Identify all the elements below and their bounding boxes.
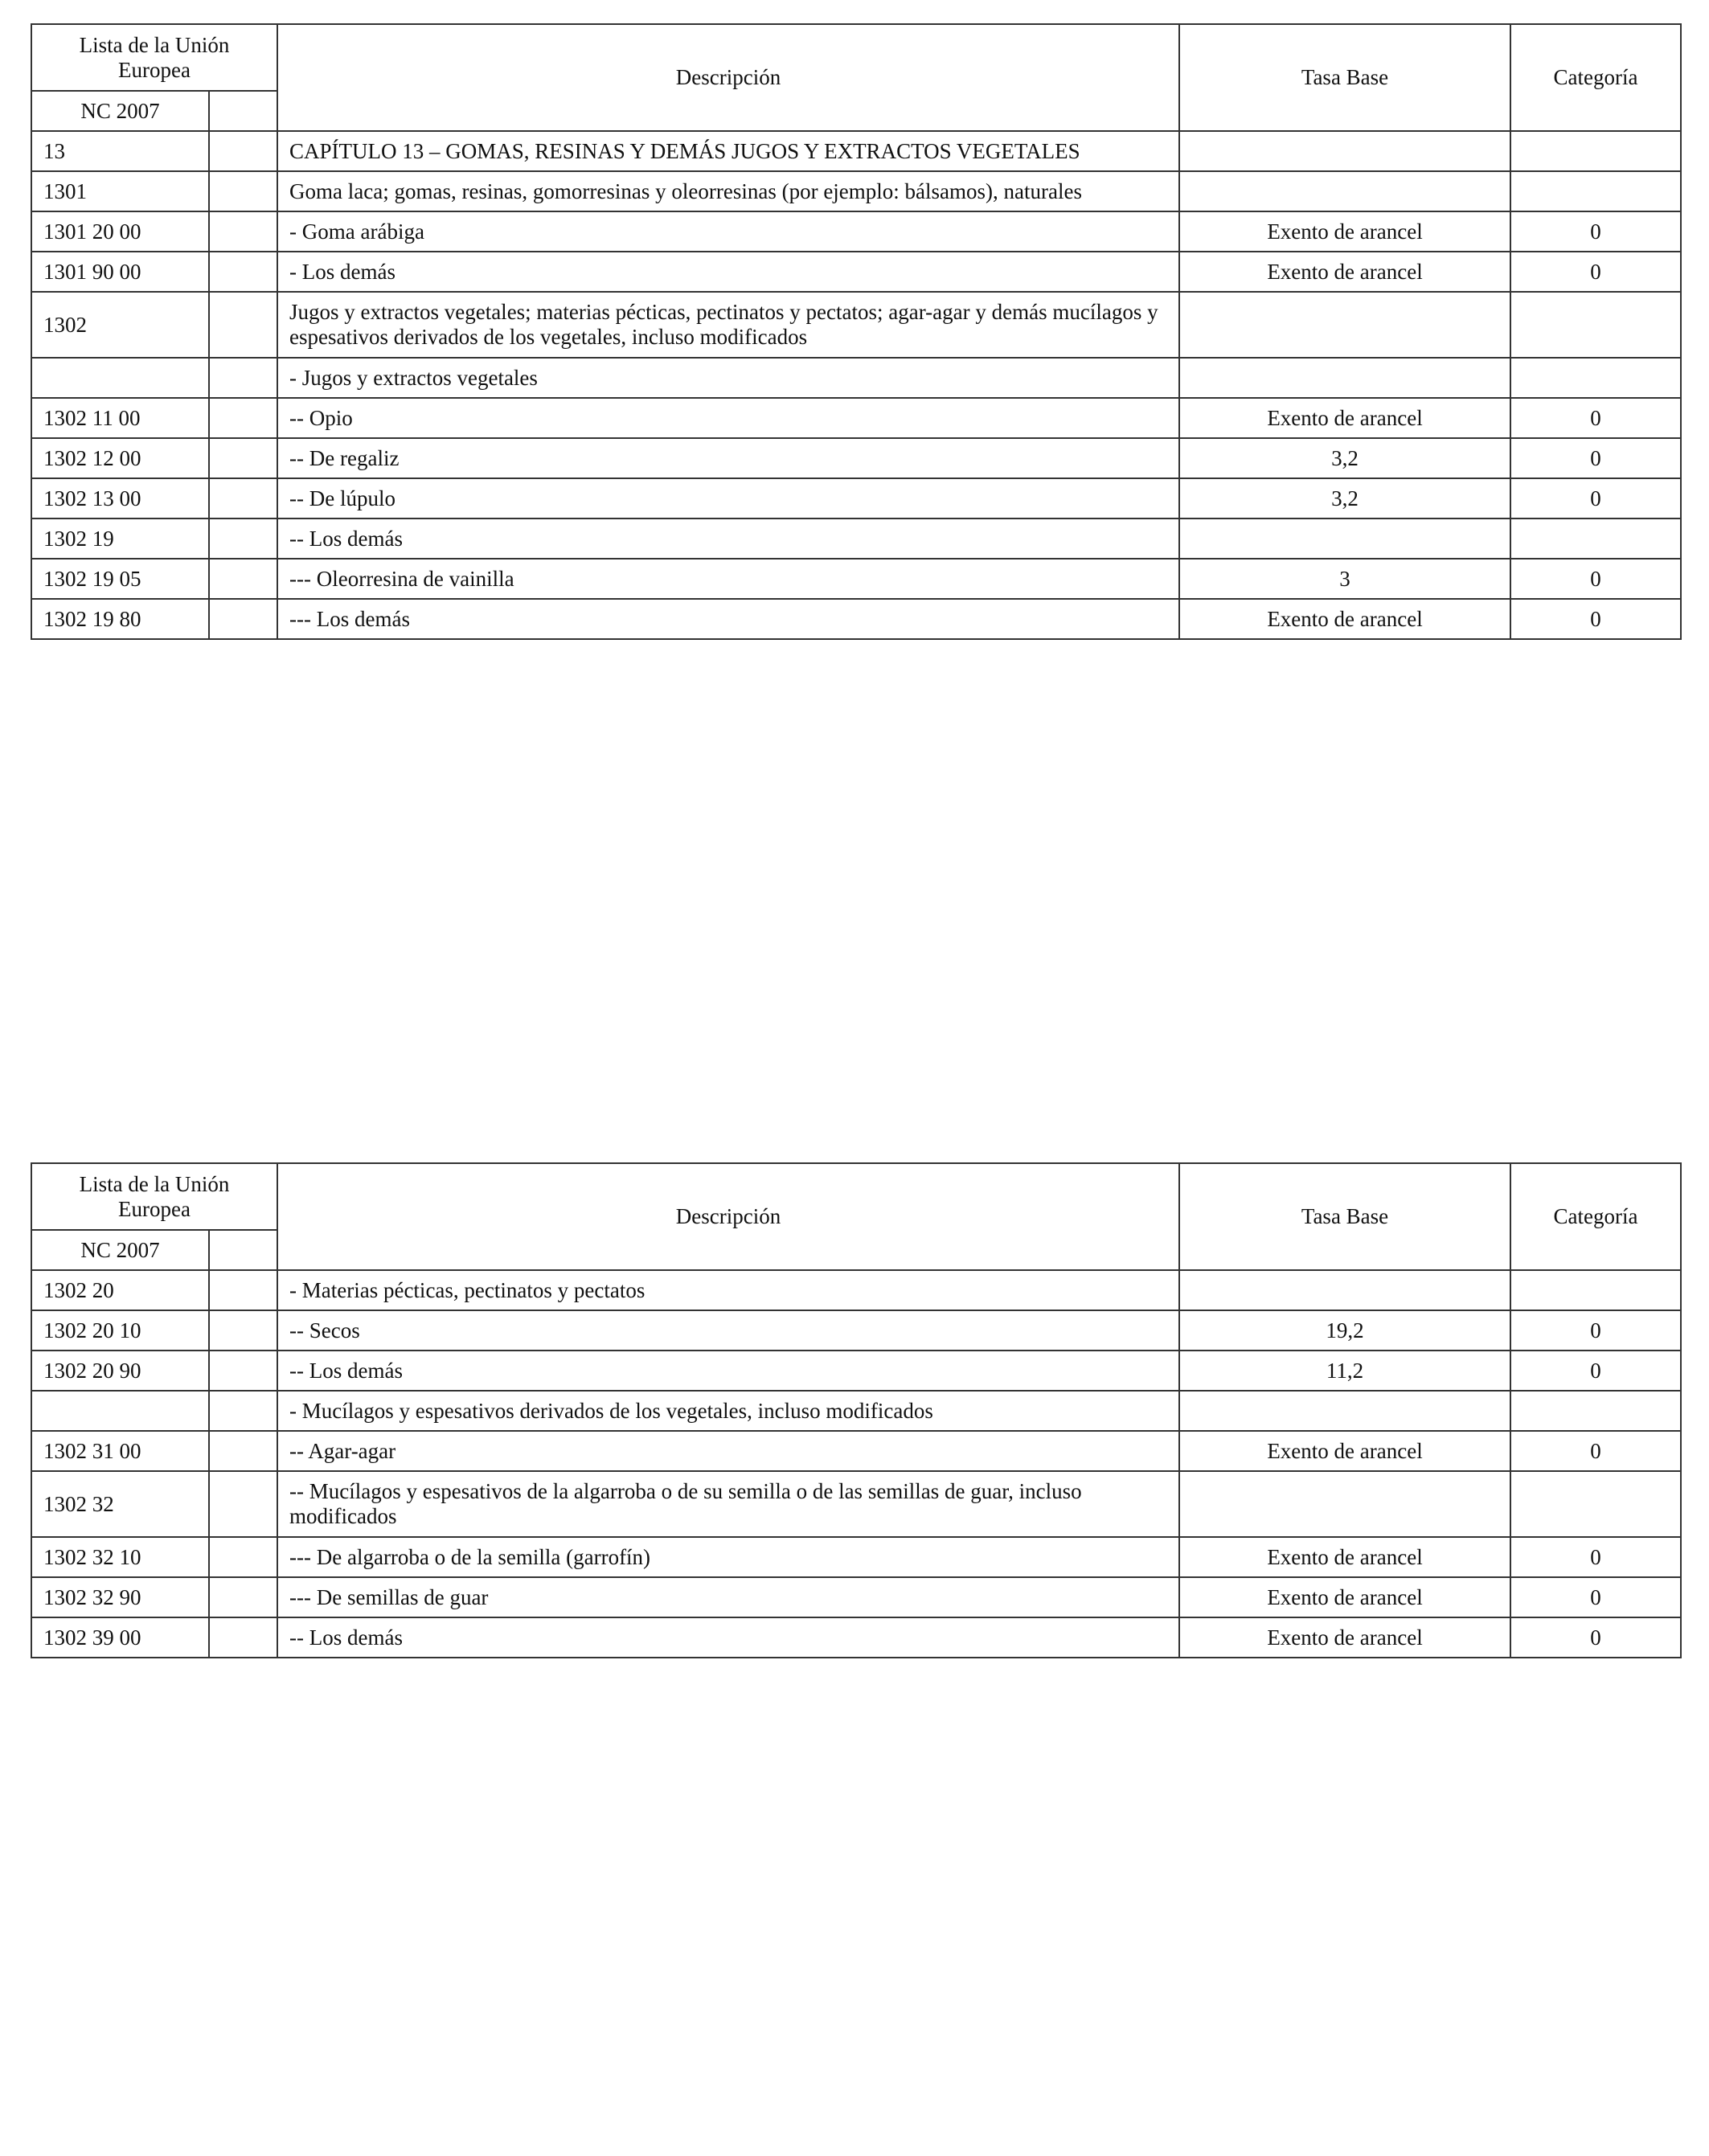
description-cell: Goma laca; gomas, resinas, gomorresinas y oleorresinas (por ejemplo: bálsamos), naturales — [277, 171, 1179, 211]
category-cell: 0 — [1510, 1577, 1681, 1617]
description-cell: --- Oleorresina de vainilla — [277, 559, 1179, 599]
blank-cell — [209, 599, 277, 639]
code-cell: 1302 32 90 — [31, 1577, 209, 1617]
table-row — [31, 292, 1681, 358]
code-cell: 1302 13 00 — [31, 478, 209, 519]
description-cell: -- Mucílagos y espesativos de la algarroba o de su semilla o de las semillas de guar, incluso modificados — [277, 1471, 1179, 1537]
code-cell: 1302 20 — [31, 1270, 209, 1310]
rate-cell: Exento de arancel — [1179, 599, 1510, 639]
table-row — [31, 131, 1681, 171]
table-row — [31, 252, 1681, 292]
table-row — [31, 478, 1681, 519]
description-cell: - Jugos y extractos vegetales — [277, 358, 1179, 398]
description-cell: -- Agar-agar — [277, 1431, 1179, 1471]
code-cell: 1302 32 — [31, 1471, 209, 1537]
category-cell: 0 — [1510, 211, 1681, 252]
rate-cell: 3 — [1179, 559, 1510, 599]
rate-cell: Exento de arancel — [1179, 1577, 1510, 1617]
table-row — [31, 171, 1681, 211]
header-nc: NC 2007 — [31, 1230, 209, 1270]
category-cell: 0 — [1510, 1537, 1681, 1577]
rate-cell — [1179, 171, 1510, 211]
description-cell: -- Opio — [277, 398, 1179, 438]
rate-cell: Exento de arancel — [1179, 1537, 1510, 1577]
blank-cell — [209, 1391, 277, 1431]
blank-cell — [209, 438, 277, 478]
code-cell: 1302 32 10 — [31, 1537, 209, 1577]
rate-cell: 19,2 — [1179, 1310, 1510, 1351]
description-cell: CAPÍTULO 13 – GOMAS, RESINAS Y DEMÁS JUGOS Y EXTRACTOS VEGETALES — [277, 131, 1179, 171]
header-nc: NC 2007 — [31, 91, 209, 131]
table-row — [31, 211, 1681, 252]
blank-cell — [209, 1577, 277, 1617]
description-cell: --- Los demás — [277, 599, 1179, 639]
category-cell: 0 — [1510, 1617, 1681, 1658]
blank-cell — [209, 1351, 277, 1391]
table-row — [31, 438, 1681, 478]
category-cell — [1510, 519, 1681, 559]
code-cell: 1302 — [31, 292, 209, 358]
rate-cell — [1179, 292, 1510, 358]
code-cell: 1302 31 00 — [31, 1431, 209, 1471]
category-cell: 0 — [1510, 252, 1681, 292]
blank-cell — [209, 1617, 277, 1658]
tariff-table-2 — [31, 1162, 1682, 1658]
category-cell: 0 — [1510, 478, 1681, 519]
blank-cell — [209, 292, 277, 358]
blank-cell — [209, 519, 277, 559]
header-row — [31, 1163, 1681, 1230]
code-cell: 1302 20 10 — [31, 1310, 209, 1351]
description-cell: - Goma arábiga — [277, 211, 1179, 252]
category-cell: 0 — [1510, 398, 1681, 438]
header-row — [31, 24, 1681, 91]
header-lista: Lista de la Unión Europea — [31, 1163, 277, 1230]
category-cell — [1510, 1471, 1681, 1537]
code-cell — [31, 358, 209, 398]
code-cell: 1302 19 80 — [31, 599, 209, 639]
category-cell: 0 — [1510, 1310, 1681, 1351]
category-cell: 0 — [1510, 1351, 1681, 1391]
code-cell: 13 — [31, 131, 209, 171]
description-cell: -- Los demás — [277, 1617, 1179, 1658]
description-cell: Jugos y extractos vegetales; materias pécticas, pectinatos y pectatos; agar-agar y demás mucílagos y espesativos derivados de los vegetales, incluso modificados — [277, 292, 1179, 358]
rate-cell — [1179, 519, 1510, 559]
rate-cell: Exento de arancel — [1179, 1431, 1510, 1471]
table-row — [31, 1577, 1681, 1617]
table-row — [31, 519, 1681, 559]
code-cell: 1302 12 00 — [31, 438, 209, 478]
rate-cell: 3,2 — [1179, 478, 1510, 519]
category-cell — [1510, 1391, 1681, 1431]
category-cell: 0 — [1510, 599, 1681, 639]
code-cell: 1302 39 00 — [31, 1617, 209, 1658]
blank-cell — [209, 171, 277, 211]
code-cell: 1302 20 90 — [31, 1351, 209, 1391]
table-row — [31, 1391, 1681, 1431]
blank-cell — [209, 1537, 277, 1577]
rate-cell — [1179, 1471, 1510, 1537]
code-cell — [31, 1391, 209, 1431]
header-categoria: Categoría — [1510, 1163, 1681, 1270]
blank-cell — [209, 398, 277, 438]
description-cell: - Mucílagos y espesativos derivados de los vegetales, incluso modificados — [277, 1391, 1179, 1431]
category-cell: 0 — [1510, 559, 1681, 599]
header-descripcion: Descripción — [277, 1163, 1179, 1270]
header-nc-blank — [209, 91, 277, 131]
category-cell: 0 — [1510, 1431, 1681, 1471]
rate-cell — [1179, 131, 1510, 171]
header-lista: Lista de la Unión Europea — [31, 24, 277, 91]
table-row — [31, 358, 1681, 398]
header-descripcion: Descripción — [277, 24, 1179, 131]
rate-cell: 3,2 — [1179, 438, 1510, 478]
description-cell: - Los demás — [277, 252, 1179, 292]
blank-cell — [209, 131, 277, 171]
table-row — [31, 1351, 1681, 1391]
description-cell: -- Los demás — [277, 519, 1179, 559]
rate-cell: 11,2 — [1179, 1351, 1510, 1391]
blank-cell — [209, 358, 277, 398]
description-cell: -- Secos — [277, 1310, 1179, 1351]
blank-cell — [209, 559, 277, 599]
rate-cell — [1179, 358, 1510, 398]
category-cell — [1510, 358, 1681, 398]
table-row — [31, 1310, 1681, 1351]
rate-cell: Exento de arancel — [1179, 252, 1510, 292]
rate-cell — [1179, 1391, 1510, 1431]
category-cell — [1510, 131, 1681, 171]
category-cell — [1510, 292, 1681, 358]
header-categoria: Categoría — [1510, 24, 1681, 131]
rate-cell: Exento de arancel — [1179, 1617, 1510, 1658]
header-tasa: Tasa Base — [1179, 24, 1510, 131]
table-row — [31, 1537, 1681, 1577]
code-cell: 1301 90 00 — [31, 252, 209, 292]
table-row — [31, 599, 1681, 639]
blank-cell — [209, 1431, 277, 1471]
table-row — [31, 1431, 1681, 1471]
description-cell: -- De lúpulo — [277, 478, 1179, 519]
rate-cell: Exento de arancel — [1179, 211, 1510, 252]
blank-cell — [209, 211, 277, 252]
description-cell: -- Los demás — [277, 1351, 1179, 1391]
code-cell: 1301 — [31, 171, 209, 211]
table-row — [31, 398, 1681, 438]
table-row — [31, 1617, 1681, 1658]
category-cell: 0 — [1510, 438, 1681, 478]
table-row — [31, 1270, 1681, 1310]
code-cell: 1301 20 00 — [31, 211, 209, 252]
category-cell — [1510, 1270, 1681, 1310]
tariff-table-1 — [31, 23, 1682, 640]
code-cell: 1302 19 — [31, 519, 209, 559]
blank-cell — [209, 1310, 277, 1351]
blank-cell — [209, 1471, 277, 1537]
rate-cell — [1179, 1270, 1510, 1310]
description-cell: --- De semillas de guar — [277, 1577, 1179, 1617]
description-cell: -- De regaliz — [277, 438, 1179, 478]
rate-cell: Exento de arancel — [1179, 398, 1510, 438]
blank-cell — [209, 478, 277, 519]
table-row — [31, 1471, 1681, 1537]
category-cell — [1510, 171, 1681, 211]
description-cell: --- De algarroba o de la semilla (garrofín) — [277, 1537, 1179, 1577]
blank-cell — [209, 252, 277, 292]
table-row — [31, 559, 1681, 599]
header-nc-blank — [209, 1230, 277, 1270]
blank-cell — [209, 1270, 277, 1310]
code-cell: 1302 11 00 — [31, 398, 209, 438]
description-cell: - Materias pécticas, pectinatos y pectatos — [277, 1270, 1179, 1310]
header-tasa: Tasa Base — [1179, 1163, 1510, 1270]
code-cell: 1302 19 05 — [31, 559, 209, 599]
